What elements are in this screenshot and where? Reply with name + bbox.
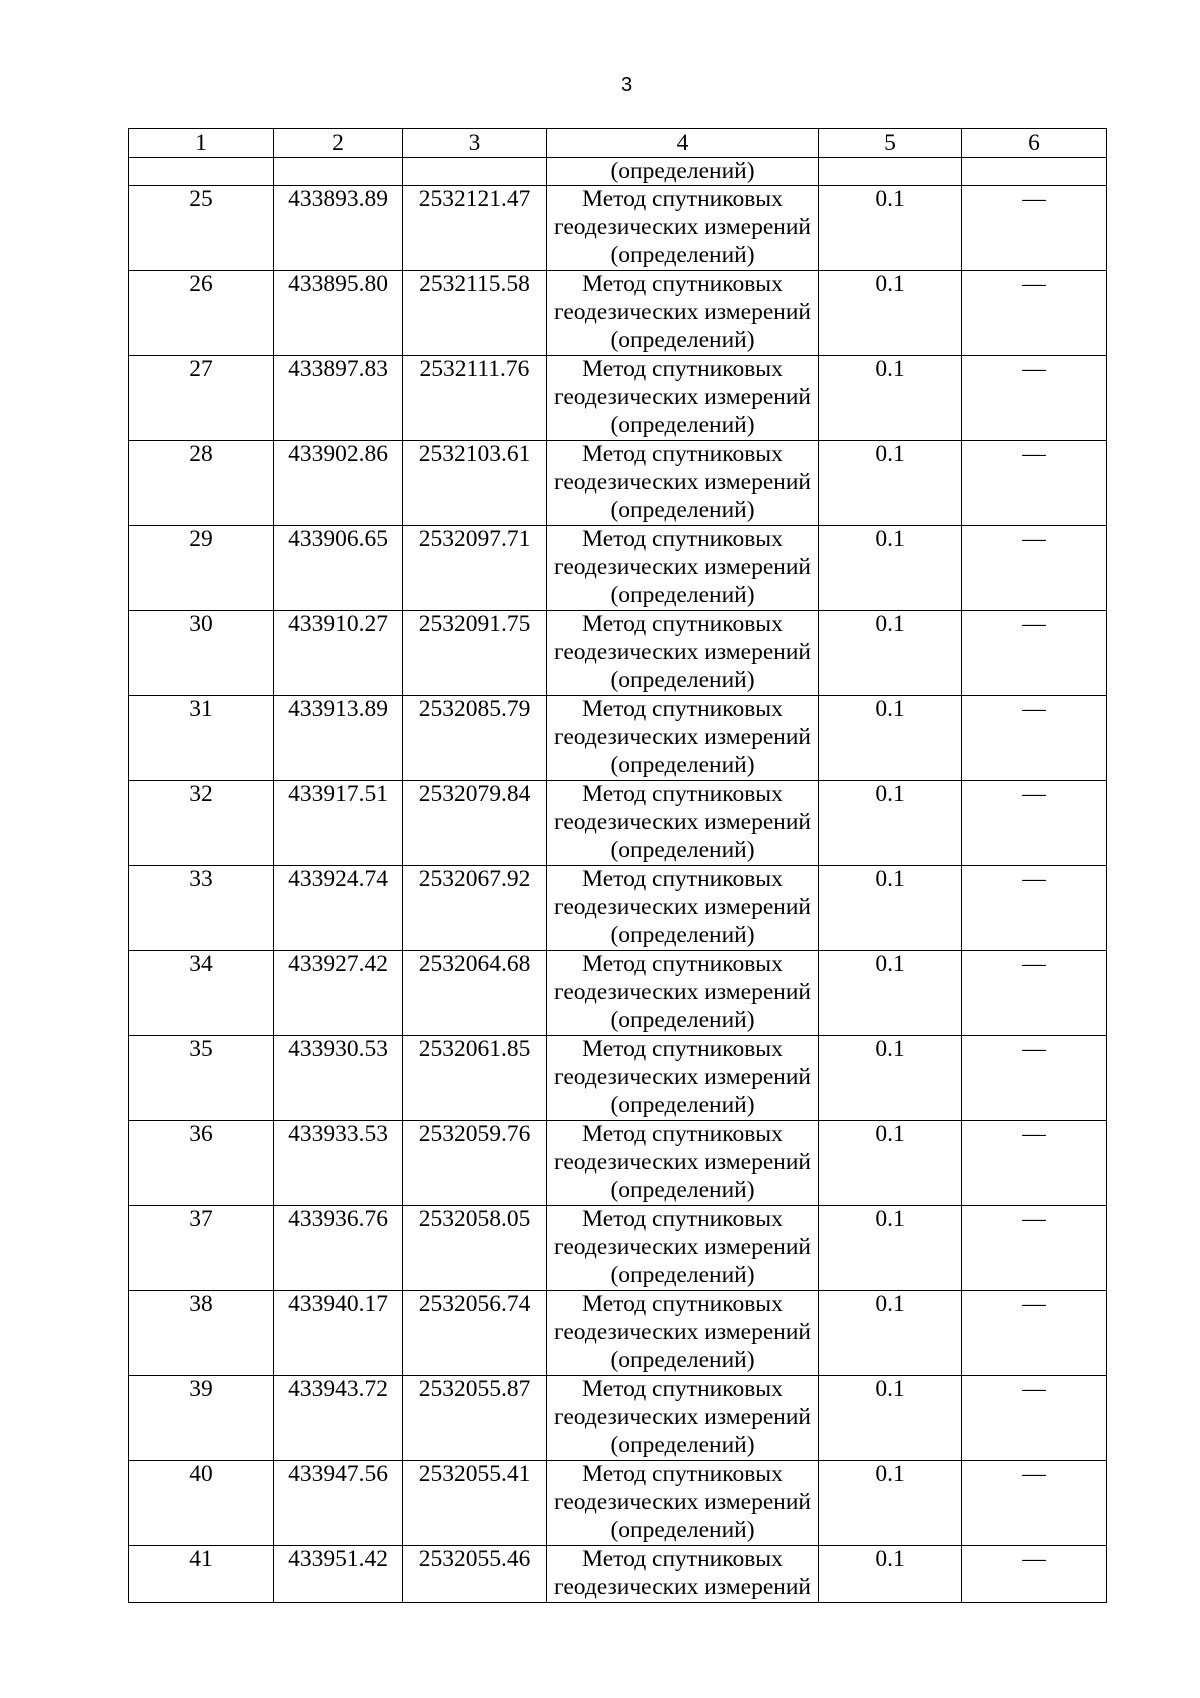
method-line: геодезических измерений: [554, 1318, 811, 1345]
method-cell: [547, 1546, 819, 1603]
method-cell: [547, 1291, 819, 1376]
accuracy-cell: 0.1: [819, 1546, 962, 1603]
point-number-cell: 35: [129, 1036, 274, 1121]
x-coordinate-cell: 433902.86: [274, 441, 403, 526]
point-number-cell: 40: [129, 1461, 274, 1546]
table-row: [129, 696, 1107, 781]
accuracy-cell: 0.1: [819, 866, 962, 951]
description-cell: —: [962, 1206, 1107, 1291]
method-line: геодезических измерений: [554, 553, 811, 580]
header-cell-3: 3: [403, 129, 547, 158]
method-line: Метод спутниковых: [582, 611, 783, 637]
method-cell: [547, 1206, 819, 1291]
x-coordinate-cell: 433927.42: [274, 951, 403, 1036]
y-coordinate-cell: 2532103.61: [403, 441, 547, 526]
method-line: (определений): [610, 666, 755, 693]
table-row: [129, 1546, 1107, 1603]
description-cell: —: [962, 781, 1107, 866]
method-line: Метод спутниковых: [582, 951, 783, 977]
point-number-cell: 26: [129, 271, 274, 356]
method-line: геодезических измерений: [554, 1233, 811, 1260]
method-cell: [547, 1376, 819, 1461]
accuracy-cell: 0.1: [819, 1376, 962, 1461]
description-cell: —: [962, 1291, 1107, 1376]
method-line: Метод спутниковых: [582, 866, 783, 892]
description-cell: —: [962, 611, 1107, 696]
method-line: геодезических измерений: [554, 1573, 811, 1600]
method-line: (определений): [610, 496, 755, 523]
point-number-cell: 30: [129, 611, 274, 696]
point-number-cell: 31: [129, 696, 274, 781]
table-row: [129, 356, 1107, 441]
method-line: Метод спутниковых: [582, 186, 783, 212]
table-cell: [403, 158, 547, 186]
method-cell: [547, 186, 819, 271]
table-row: [129, 1121, 1107, 1206]
method-line: геодезических измерений: [554, 638, 811, 665]
x-coordinate-cell: 433951.42: [274, 1546, 403, 1603]
method-cell: [547, 1036, 819, 1121]
method-line: (определений): [610, 1006, 755, 1033]
accuracy-cell: 0.1: [819, 186, 962, 271]
accuracy-cell: 0.1: [819, 441, 962, 526]
continuation-text: (определений): [547, 158, 819, 186]
point-number-cell: 38: [129, 1291, 274, 1376]
point-number-cell: 32: [129, 781, 274, 866]
method-line: геодезических измерений: [554, 808, 811, 835]
y-coordinate-cell: 2532085.79: [403, 696, 547, 781]
table-row: [129, 866, 1107, 951]
method-cell: [547, 951, 819, 1036]
x-coordinate-cell: 433943.72: [274, 1376, 403, 1461]
table-row: [129, 526, 1107, 611]
table-row: [129, 611, 1107, 696]
method-line: (определений): [610, 1091, 755, 1118]
table-row: [129, 186, 1107, 271]
page-number: 3: [620, 74, 633, 96]
y-coordinate-cell: 2532097.71: [403, 526, 547, 611]
method-line: геодезических измерений: [554, 1488, 811, 1515]
method-line: геодезических измерений: [554, 383, 811, 410]
accuracy-cell: 0.1: [819, 1206, 962, 1291]
continuation-row: [129, 158, 1107, 186]
method-line: Метод спутниковых: [582, 781, 783, 807]
method-line: (определений): [610, 751, 755, 778]
description-cell: —: [962, 186, 1107, 271]
accuracy-cell: 0.1: [819, 1461, 962, 1546]
method-line: Метод спутниковых: [582, 1546, 783, 1572]
point-number-cell: 39: [129, 1376, 274, 1461]
y-coordinate-cell: 2532055.41: [403, 1461, 547, 1546]
x-coordinate-cell: 433913.89: [274, 696, 403, 781]
method-cell: [547, 1461, 819, 1546]
method-line: (определений): [610, 1261, 755, 1288]
x-coordinate-cell: 433936.76: [274, 1206, 403, 1291]
method-line: геодезических измерений: [554, 213, 811, 240]
method-line: (определений): [610, 241, 755, 268]
x-coordinate-cell: 433933.53: [274, 1121, 403, 1206]
table-row: [129, 1291, 1107, 1376]
description-cell: —: [962, 356, 1107, 441]
method-line: Метод спутниковых: [582, 441, 783, 467]
method-line: (определений): [610, 1176, 755, 1203]
accuracy-cell: 0.1: [819, 1036, 962, 1121]
point-number-cell: 27: [129, 356, 274, 441]
x-coordinate-cell: 433930.53: [274, 1036, 403, 1121]
description-cell: —: [962, 1121, 1107, 1206]
method-cell: [547, 611, 819, 696]
method-line: Метод спутниковых: [582, 1036, 783, 1062]
method-line: Метод спутниковых: [582, 271, 783, 297]
point-number-cell: 28: [129, 441, 274, 526]
method-line: геодезических измерений: [554, 468, 811, 495]
method-line: Метод спутниковых: [582, 1121, 783, 1147]
point-number-cell: 41: [129, 1546, 274, 1603]
method-line: геодезических измерений: [554, 893, 811, 920]
table-row: [129, 271, 1107, 356]
table-row: [129, 1206, 1107, 1291]
y-coordinate-cell: 2532111.76: [403, 356, 547, 441]
table-body: [129, 129, 1107, 1603]
x-coordinate-cell: 433940.17: [274, 1291, 403, 1376]
table-cell: [819, 158, 962, 186]
y-coordinate-cell: 2532121.47: [403, 186, 547, 271]
accuracy-cell: 0.1: [819, 356, 962, 441]
y-coordinate-cell: 2532056.74: [403, 1291, 547, 1376]
method-line: Метод спутниковых: [582, 1291, 783, 1317]
method-line: (определений): [610, 921, 755, 948]
x-coordinate-cell: 433893.89: [274, 186, 403, 271]
method-line: геодезических измерений: [554, 1148, 811, 1175]
method-cell: [547, 271, 819, 356]
x-coordinate-cell: 433906.65: [274, 526, 403, 611]
table-row: [129, 1036, 1107, 1121]
y-coordinate-cell: 2532064.68: [403, 951, 547, 1036]
x-coordinate-cell: 433910.27: [274, 611, 403, 696]
method-line: (определений): [610, 581, 755, 608]
accuracy-cell: 0.1: [819, 951, 962, 1036]
accuracy-cell: 0.1: [819, 781, 962, 866]
method-cell: [547, 356, 819, 441]
y-coordinate-cell: 2532079.84: [403, 781, 547, 866]
description-cell: —: [962, 1461, 1107, 1546]
header-cell-2: 2: [274, 129, 403, 158]
point-number-cell: 36: [129, 1121, 274, 1206]
y-coordinate-cell: 2532059.76: [403, 1121, 547, 1206]
coordinates-table: [128, 128, 1107, 1603]
y-coordinate-cell: 2532061.85: [403, 1036, 547, 1121]
point-number-cell: 37: [129, 1206, 274, 1291]
method-cell: [547, 866, 819, 951]
y-coordinate-cell: 2532055.87: [403, 1376, 547, 1461]
description-cell: —: [962, 271, 1107, 356]
description-cell: —: [962, 526, 1107, 611]
y-coordinate-cell: 2532067.92: [403, 866, 547, 951]
method-line: Метод спутниковых: [582, 1206, 783, 1232]
x-coordinate-cell: 433897.83: [274, 356, 403, 441]
method-line: (определений): [610, 836, 755, 863]
description-cell: —: [962, 696, 1107, 781]
accuracy-cell: 0.1: [819, 696, 962, 781]
table-row: [129, 441, 1107, 526]
description-cell: —: [962, 866, 1107, 951]
description-cell: —: [962, 441, 1107, 526]
method-line: Метод спутниковых: [582, 696, 783, 722]
accuracy-cell: 0.1: [819, 1121, 962, 1206]
method-cell: [547, 526, 819, 611]
method-line: (определений): [610, 1346, 755, 1373]
header-cell-4: 4: [547, 129, 819, 158]
description-cell: —: [962, 1036, 1107, 1121]
accuracy-cell: 0.1: [819, 271, 962, 356]
x-coordinate-cell: 433924.74: [274, 866, 403, 951]
x-coordinate-cell: 433947.56: [274, 1461, 403, 1546]
header-cell-5: 5: [819, 129, 962, 158]
header-cell-1: 1: [129, 129, 274, 158]
x-coordinate-cell: 433895.80: [274, 271, 403, 356]
method-line: (определений): [610, 411, 755, 438]
y-coordinate-cell: 2532058.05: [403, 1206, 547, 1291]
method-line: (определений): [610, 1431, 755, 1458]
header-cell-6: 6: [962, 129, 1107, 158]
table-row: [129, 781, 1107, 866]
description-cell: —: [962, 951, 1107, 1036]
method-line: геодезических измерений: [554, 298, 811, 325]
point-number-cell: 33: [129, 866, 274, 951]
method-line: Метод спутниковых: [582, 356, 783, 382]
y-coordinate-cell: 2532055.46: [403, 1546, 547, 1603]
table-row: [129, 951, 1107, 1036]
method-line: (определений): [610, 326, 755, 353]
table-cell: [129, 158, 274, 186]
method-cell: [547, 781, 819, 866]
method-cell: [547, 696, 819, 781]
method-line: Метод спутниковых: [582, 526, 783, 552]
accuracy-cell: 0.1: [819, 611, 962, 696]
y-coordinate-cell: 2532115.58: [403, 271, 547, 356]
method-cell: [547, 1121, 819, 1206]
accuracy-cell: 0.1: [819, 526, 962, 611]
table-cell: [274, 158, 403, 186]
description-cell: —: [962, 1546, 1107, 1603]
point-number-cell: 34: [129, 951, 274, 1036]
method-cell: [547, 441, 819, 526]
method-line: геодезических измерений: [554, 1403, 811, 1430]
description-cell: —: [962, 1376, 1107, 1461]
method-line: геодезических измерений: [554, 1063, 811, 1090]
y-coordinate-cell: 2532091.75: [403, 611, 547, 696]
table-row: [129, 1461, 1107, 1546]
x-coordinate-cell: 433917.51: [274, 781, 403, 866]
method-line: геодезических измерений: [554, 978, 811, 1005]
table-cell: [962, 158, 1107, 186]
point-number-cell: 29: [129, 526, 274, 611]
accuracy-cell: 0.1: [819, 1291, 962, 1376]
table-row: [129, 1376, 1107, 1461]
method-line: (определений): [610, 1516, 755, 1543]
method-line: Метод спутниковых: [582, 1376, 783, 1402]
method-line: Метод спутниковых: [582, 1461, 783, 1487]
point-number-cell: 25: [129, 186, 274, 271]
method-line: геодезических измерений: [554, 723, 811, 750]
table-header-row: [129, 129, 1107, 158]
